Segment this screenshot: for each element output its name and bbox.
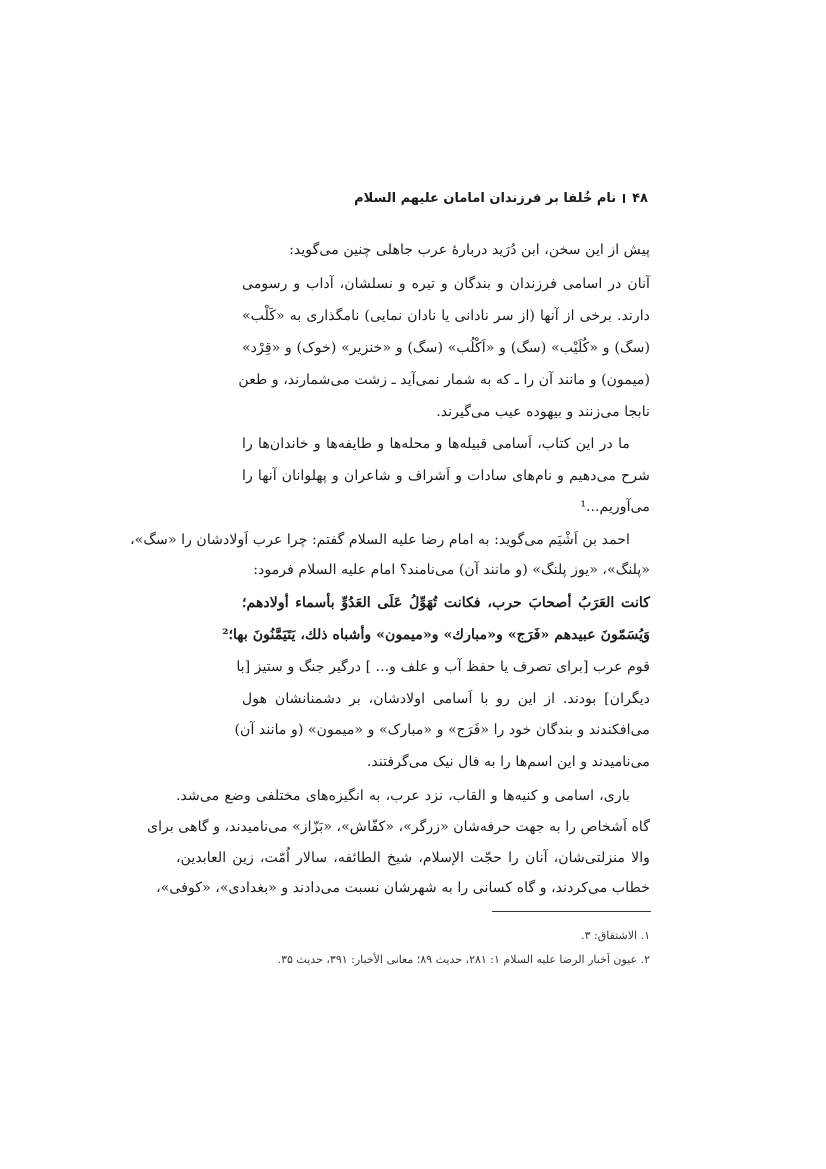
body-line: می‌نامیدند و این اسم‌ها را به فال نیک می‌گرفتند.: [366, 754, 650, 770]
footnote: ۲. عیون اَخبار الرضا علیه السلام ۱: ۲۸۱، حدیث ۸۹؛ معانی الأخبار: ۳۹۱، حدیث ۳۵.: [277, 953, 650, 966]
body-line: دیگران] بودند. از این رو با اَسامی اولادشان، بر دشمنانشان هول: [242, 691, 650, 707]
body-line: خطاب می‌کردند، و گاه کسانی را به شهرشان نسبت می‌دادند و «بغدادی»، «کوفی»،: [156, 880, 650, 896]
running-title: نام خُلفا بر فرزندان امامان علیهم السلام: [354, 191, 617, 206]
footnote-rule: [492, 911, 651, 912]
body-line: (سگ) و «کُلَیْب» (سگ) و «اَکْلُب» (سگ) و «خنزیر» (خوک) و «قِرْد»: [242, 340, 650, 356]
body-line: دارند. برخی از آنها (از سر نادانی یا نادان نمایی) نامگذاری به «کَلْب»: [242, 308, 650, 324]
body-line: ما در این کتاب، اَسامی قبیله‌ها و محله‌ها و طایفه‌ها و خاندان‌ها را: [242, 436, 630, 452]
body-line: شرح می‌دهیم و نام‌های سادات و اَشراف و شاعران و پهلوانان آنها را: [242, 468, 650, 484]
body-line: گاه اَشخاص را به جهت حرفه‌شان «زرگر»، «کفّاش»، «بَزّاز» می‌نامیدند، و گاهی برای: [146, 819, 650, 835]
body-line: می‌آوریم...¹: [580, 499, 650, 515]
body-line: آنان در اسامی فرزندان و بندگان و تیره و نسلشان، آداب و رسومی: [242, 276, 650, 292]
body-line: «پلنگ»، «یوز پلنگ» (و مانند آن) می‌نامند؟ امام علیه السلام فرمود:: [253, 562, 650, 578]
body-line: قوم عرب [برای تصرف یا حفظ آب و علف و... ] درگیر جنگ و ستیز [با: [236, 659, 650, 675]
body-line: می‌افکندند و بندگان خود را «فَرَج» و «مبارک» و «میمون» (و مانند آن): [234, 722, 650, 738]
page-header: [354, 191, 648, 206]
page-number: ۴۸: [632, 191, 648, 206]
hadith-line: وَيُسَمّونَ عبيدهم «فَرَج» و«مبارك» و«ميمون» وأشباه ذلك، يَتَيَمَّنُونَ بها؛²: [222, 627, 650, 643]
body-line: والا منزلتی‌شان، آنان را حجّت الإسلام، شیخ الطائفه، سالار اُمّت، زین العابدین،: [176, 850, 650, 866]
hadith-line: كانت العَرَبُ أصحابَ حرب، فكانت تُهَوِّلُ عَلَى العَدُوِّ بأسماء أولادهم؛: [242, 595, 650, 611]
body-line: پیش از این سخن، ابن دُرَید دربارهٔ عرب جاهلی چنین می‌گوید:: [289, 242, 650, 258]
footnote: ۱. الاشتقاق: ۳.: [581, 929, 650, 942]
body-line: نابجا می‌زنند و بیهوده عیب می‌گیرند.: [436, 404, 650, 420]
body-line: باری، اسامی و کنیه‌ها و القاب، نزد عرب، به انگیزه‌های مختلفی وضع می‌شد.: [176, 788, 630, 804]
body-line: (میمون) و مانند آن را ـ که به شمار نمی‌آید ـ زشت می‌شمارند، و طعن: [238, 372, 650, 388]
square-bullet-icon: [623, 194, 625, 203]
body-line: احمد بن اَشْیَم می‌گوید: به امام رضا علیه السلام گفتم: چرا عرب اَولادشان را «سگ»،: [130, 532, 630, 548]
